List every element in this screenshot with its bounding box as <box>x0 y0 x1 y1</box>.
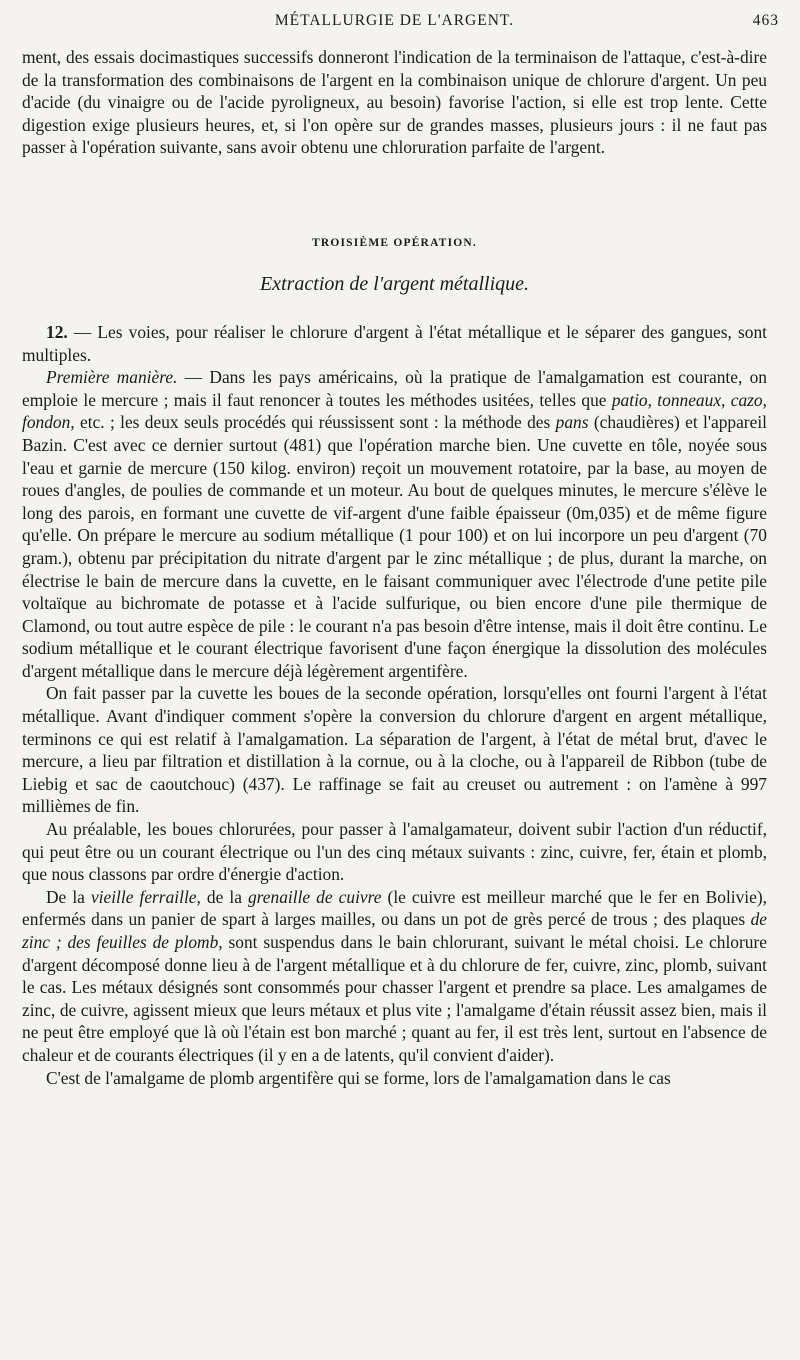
premiere-text-3: (chaudières) et l'appareil Bazin. C'est avec ce dernier surtout (481) que l'opération marche bien. Une cuvette en tôle, noyée sous l'eau et garnie de mercure (150 kilog. environ) reçoit un mouvement rotatoire, par la base, au moyen de roues d'angles, de poulies de commande et un moteur. Au bout de quelques minutes, le mercure s'élève le long des parois, en formant une cuvette de vif-argent d'une faible épaisseur (0m,035) et de même figure qu'elle. On prépare le mercure au sodium métallique (1 pour 100) et on lui incorpore un peu d'argent (70 gram.), obtenu par précipitation du nitrate d'argent par le zinc métallique ; de plus, durant la marche, on électrise le bain de mercure dans la cuvette, en le faisant communiquer avec l'électrode d'une petite pile voltaïque au bichromate de potasse et à l'acide sulfurique, ou bien encore d'une pile thermique de Clamond, ou tout autre espèce de pile : le courant n'a pas besoin d'être intense, mais il doit être continu. Le sodium métallique et le courant électrique favorisent d'une façon énergique la dissolution des molécules d'argent métallique dans le mercure déjà légèrement argentifère. <box>22 412 767 681</box>
opening-paragraph: ment, des essais docimastiques successifs donneront l'indication de la terminaison de l'attaque, c'est-à-dire de la transformation des combinaisons de l'argent en la combinaison unique de chlorure d'argent. Un peu d'acide (du vinaigre ou de l'acide pyroligneux, au besoin) favorise l'action, si elle est trop lente. Cette digestion exige plusieurs heures, et, si l'on opère sur de grandes masses, plusieurs jours : il ne faut pas passer à l'opération suivante, sans avoir obtenu une chloruration parfaite de l'argent. <box>22 47 767 158</box>
ferraille-text-3: (le cuivre est meilleur marché que le fer en Bolivie), enfermés dans un panier de spart à larges mailles, ou dans un pot de grès percé de trous ; des plaques <box>22 886 767 930</box>
ferraille-text-2: de la <box>200 886 248 907</box>
page-header <box>22 0 779 46</box>
premiere-maniere-lead: Première manière. <box>46 367 178 388</box>
paragraph-number: 12. <box>46 321 68 342</box>
premiere-text-1: — Dans les pays américains, où la pratique de l'amalgamation est courante, on emploie le mercure ; mais il faut renoncer à toutes les méthodes usitées, telles que <box>22 367 767 410</box>
paragraph-ferraille <box>22 886 767 1067</box>
section-label: TROISIÈME OPÉRATION. <box>311 236 477 249</box>
premiere-text-2: etc. ; les deux seuls procédés qui réussissent sont : la méthode des <box>74 412 556 433</box>
running-title: MÉTALLURGIE DE L'ARGENT. <box>274 12 515 29</box>
ferraille-text-1: De la <box>46 886 91 907</box>
paragraph-12-text: — Les voies, pour réaliser le chlorure d'argent à l'état métallique et le séparer des gangues, sont multiples. <box>22 321 767 365</box>
page-number: 463 <box>752 12 779 29</box>
paragraph-12 <box>22 321 767 366</box>
closing-line: C'est de l'amalgame de plomb argentifère qui se forme, lors de l'amalgamation dans le cas <box>46 1067 671 1088</box>
section-title: Extraction de l'argent métallique. <box>259 272 530 295</box>
ferraille-italic-3: de zinc ; des feuilles de plomb, <box>22 909 767 952</box>
premiere-italic-methods: patio, tonneaux, cazo, fondon, <box>22 389 767 433</box>
ferraille-italic-2: grenaille de cuivre <box>247 886 382 907</box>
ferraille-italic-1: vieille ferraille, <box>90 886 201 907</box>
paragraph-prealable: Au préalable, les boues chlorurées, pour passer à l'amalgamateur, doivent subir l'action d'un réductif, qui peut être ou un courant électrique ou l'un des cinq métaux suivants : zinc, cuivre, fer, étain et plomb, que nous classons par ordre d'énergie d'action. <box>22 819 767 885</box>
book-page <box>22 0 779 1089</box>
paragraph-premiere-maniere <box>22 366 767 682</box>
premiere-italic-pans: pans <box>555 412 589 433</box>
paragraph-boues: On fait passer par la cuvette les boues de la seconde opération, lorsqu'elles ont fourni l'argent à l'état métallique. Avant d'indiquer comment s'opère la conversion du chlorure d'argent en argent métallique, terminons ce qui est relatif à l'amalgamation. La séparation de l'argent, à l'état de métal brut, d'avec le mercure, a lieu par filtration et distillation à la cornue, ou à la cloche, ou à l'appareil de Ribbon (tube de Liebig et sac de caoutchouc) (437). Le raffinage se fait au creuset ou autrement : on l'amène à 997 millièmes de fin. <box>22 683 767 817</box>
ferraille-text-4: sont suspendus dans le bain chlorurant, suivant le métal choisi. Le chlorure d'argent décomposé donne lieu à de l'argent métallique et à du chlorure de fer, cuivre, zinc, plomb, suivant le cas. Les métaux désignés sont consommés pour chasser l'argent et prendre sa place. Les amalgames de zinc, de cuivre, agissent mieux que leurs métaux et plus vite ; l'amalgame d'étain réussit assez bien, mais il ne peut être employé que là où l'étain est bon marché ; quant au fer, il est très lent, surtout en l'absence de chaleur et de courants électriques (il y en a de latents, qu'il convient d'aider). <box>22 932 767 1065</box>
